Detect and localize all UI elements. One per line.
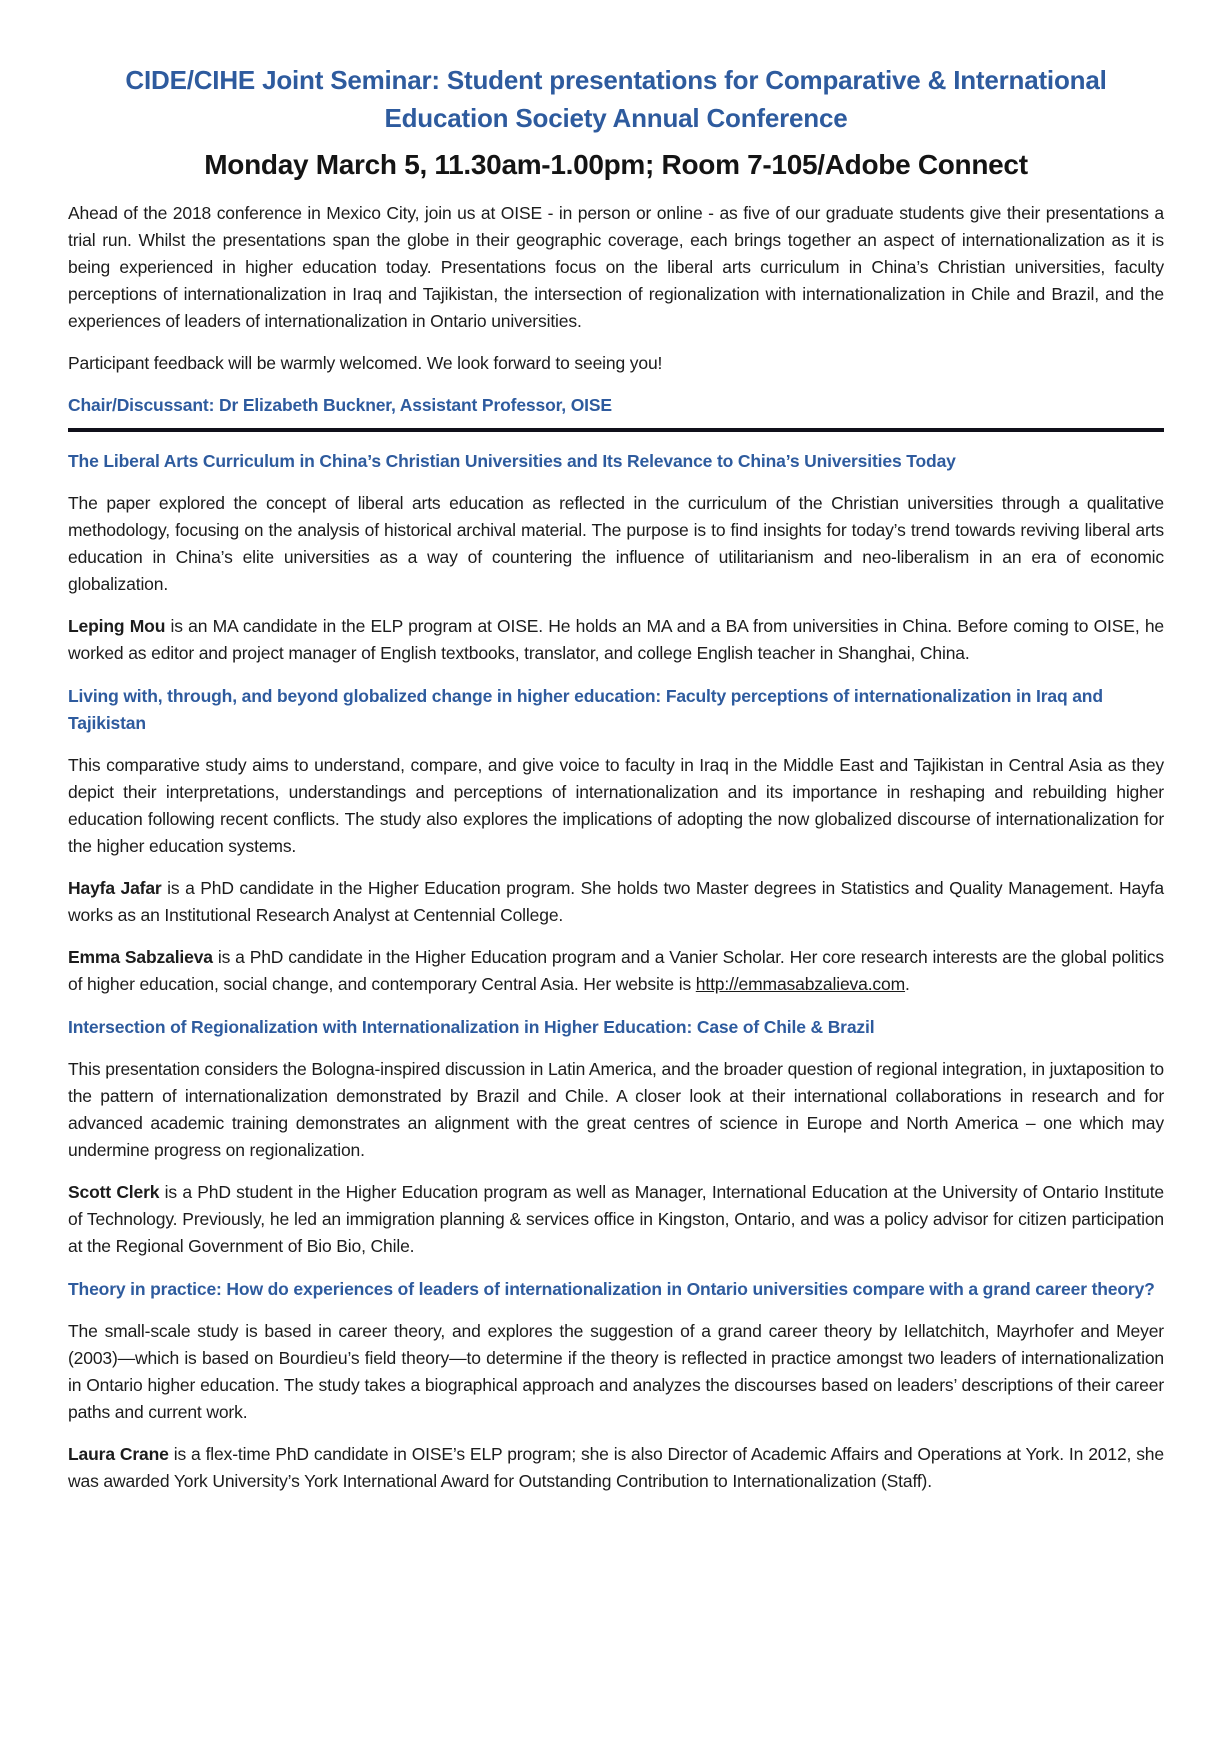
presenter-name: Laura Crane — [68, 1444, 169, 1465]
intro-paragraph: Ahead of the 2018 conference in Mexico City, join us at OISE - in person or online - as five of our graduate students give their presentations a trial run. Whilst the presentations span the globe in their geographic coverage, each brings together an aspect of internationalization as it is being experienced in higher education today. Presentations focus on the liberal arts curriculum in China’s Christian universities, faculty perceptions of internationalization in Iraq and Tajikistan, the intersection of regionalization with internationalization in Chile and Brazil, and the experiences of leaders of internationalization in Ontario universities. — [68, 203, 1164, 332]
event-datetime: Monday March 5, 11.30am-1.00pm; Room 7-105/Adobe Connect — [204, 149, 1028, 181]
presenter-name: Emma Sabzalieva — [68, 947, 213, 968]
section-heading-iraq-tajikistan: Living with, through, and beyond globalized change in higher education: Faculty perceptions of internationalization in Iraq and Tajikistan — [68, 686, 1103, 734]
presenter-bio — [68, 875, 1164, 929]
section-abstract: This comparative study aims to understand, compare, and give voice to faculty in Iraq in the Middle East and Tajikistan in Central Asia as they depict their interpretations, understandings and perceptions of internationalization and its importance in reshaping and rebuilding higher education following recent conflicts. The study also explores the implications of adopting the now globalized discourse of internationalization for the higher education systems. — [68, 755, 1164, 857]
page-title: CIDE/CIHE Joint Seminar: Student presentations for Comparative & International Education Society Annual Conference — [125, 65, 1107, 133]
section-heading-liberal-arts: The Liberal Arts Curriculum in China’s Christian Universities and Its Relevance to China’s Universities Today — [68, 451, 956, 472]
section-heading-chile-brazil: Intersection of Regionalization with Internationalization in Higher Education: Case of Chile & Brazil — [68, 1017, 875, 1038]
section-abstract: This presentation considers the Bologna-inspired discussion in Latin America, and the broader question of regional integration, in juxtaposition to the pattern of internationalization demonstrated by Brazil and Chile. A closer look at their international collaborations in research and for advanced academic training demonstrates an alignment with the great centres of science in Europe and North America – one which may undermine progress on regionalization. — [68, 1059, 1164, 1161]
presenter-bio — [68, 944, 1164, 998]
presenter-bio — [68, 1441, 1164, 1495]
presenter-bio-text: is an MA candidate in the ELP program at OISE. He holds an MA and a BA from universities in China. Before coming to OISE, he worked as editor and project manager of English textbooks, translator, and college English teacher in Shanghai, China. — [68, 616, 1164, 664]
presenter-bio-text: is a flex-time PhD candidate in OISE’s ELP program; she is also Director of Academic Affairs and Operations at York. In 2012, she was awarded York University’s York International Award for Outstanding Contribution to Internationalization (Staff). — [68, 1444, 1164, 1492]
presenter-bio — [68, 1179, 1164, 1260]
website-link[interactable]: http://emmasabzalieva.com — [695, 974, 906, 995]
presenter-bio-text: is a PhD candidate in the Higher Education program and a Vanier Scholar. Her core research interests are the global politics of higher education, social change, and contemporary Central Asia. Her website is — [68, 947, 1164, 995]
presenter-bio — [68, 613, 1164, 667]
section-abstract: The small-scale study is based in career theory, and explores the suggestion of a grand career theory by Iellatchitch, Mayrhofer and Meyer (2003)—which is based on Bourdieu’s field theory—to determine if the theory is reflected in practice amongst two leaders of internationalization in Ontario higher education. The study takes a biographical approach and analyzes the discourses based on leaders’ descriptions of their career paths and current work. — [68, 1321, 1164, 1423]
section-heading-career-theory: Theory in practice: How do experiences of leaders of internationalization in Ontario universities compare with a grand career theory? — [68, 1279, 1155, 1300]
presenter-bio-text: is a PhD student in the Higher Education program as well as Manager, International Education at the University of Ontario Institute of Technology. Previously, he led an immigration planning & services office in Kingston, Ontario, and was a policy advisor for citizen participation at the Regional Government of Bio Bio, Chile. — [68, 1182, 1164, 1257]
chair-discussant-line: Chair/Discussant: Dr Elizabeth Buckner, Assistant Professor, OISE — [68, 392, 1164, 432]
presenter-name: Hayfa Jafar — [68, 878, 162, 899]
presenter-bio-text-after-link: . — [905, 974, 910, 995]
presenter-name: Leping Mou — [68, 616, 166, 637]
feedback-note: Participant feedback will be warmly welcomed. We look forward to seeing you! — [68, 353, 663, 374]
presenter-name: Scott Clerk — [68, 1182, 160, 1203]
presenter-bio-text: is a PhD candidate in the Higher Education program. She holds two Master degrees in Statistics and Quality Management. Hayfa works as an Institutional Research Analyst at Centennial College. — [68, 878, 1164, 926]
section-abstract: The paper explored the concept of liberal arts education as reflected in the curriculum of the Christian universities through a qualitative methodology, focusing on the analysis of historical archival material. The purpose is to find insights for today’s trend towards reviving liberal arts education in China’s elite universities as a way of countering the influence of utilitarianism and neo-liberalism in an era of economic globalization. — [68, 493, 1164, 595]
